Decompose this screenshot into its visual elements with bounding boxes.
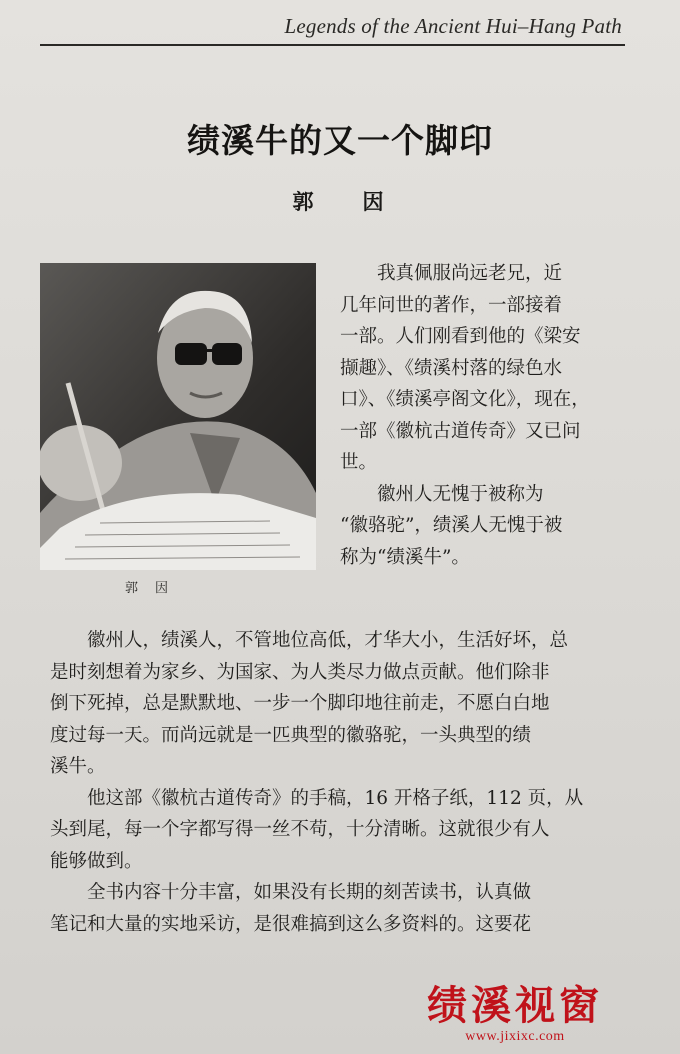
- body-text-column: [50, 625, 635, 940]
- watermark-logo: 绩溪视窗: [427, 982, 603, 1029]
- text-line: 度过每一天。而尚远就是一匹典型的徽骆驼，一头典型的绩: [50, 724, 532, 746]
- header-rule: [40, 44, 625, 46]
- text-line: 倒下死掉，总是默默地、一步一个脚印地往前走，不愿白白地: [50, 693, 550, 714]
- photo-caption: 郭 因: [125, 581, 171, 596]
- running-head: Legends of the Ancient Hui–Hang Path: [284, 14, 622, 38]
- text-line: 称为“绩溪牛”。: [340, 546, 470, 568]
- text-line: 一部《徽杭古道传奇》又已问: [340, 420, 581, 442]
- text-line: 笔记和大量的实地采访，是很难搞到这么多资料的。这要花: [50, 913, 532, 935]
- text-line: 几年问世的著作，一部接着: [340, 294, 563, 316]
- text-line: 口》、《绩溪亭阁文化》，现在，: [340, 389, 590, 410]
- text-line: 我真佩服尚远老兄，近: [340, 263, 563, 284]
- text-line: 世。: [340, 452, 378, 473]
- watermark-url: www.jixixc.com: [465, 1029, 565, 1044]
- author-photo: [40, 263, 316, 570]
- text-line: 徽州人无愧于被称为: [340, 483, 544, 505]
- text-line: 撷趣》、《绩溪村落的绿色水: [340, 357, 563, 379]
- text-line: 徽州人，绩溪人，不管地位高低，才华大小，生活好坏，总: [50, 630, 569, 651]
- text-line: 能够做到。: [50, 850, 143, 872]
- article-author: 郭 因: [292, 190, 398, 214]
- author-portrait-image: [40, 263, 316, 570]
- side-text-column: [340, 258, 630, 573]
- text-line: “徽骆驼”，绩溪人无愧于被: [340, 515, 563, 536]
- text-line: 他这部《徽杭古道传奇》的手稿，16 开格子纸，112 页，从: [50, 787, 584, 809]
- article-title: 绩溪牛的又一个脚印: [187, 121, 493, 160]
- text-line: 是时刻想着为家乡、为国家、为人类尽力做点贡献。他们除非: [50, 661, 550, 683]
- text-line: 溪牛。: [50, 756, 106, 777]
- text-line: 全书内容十分丰富，如果没有长期的刻苦读书，认真做: [50, 882, 532, 903]
- text-line: 一部。人们刚看到他的《梁安: [340, 326, 581, 347]
- site-watermark: [390, 983, 640, 1045]
- text-line: 头到尾，每一个字都写得一丝不苟，十分清晰。这就很少有人: [50, 819, 550, 840]
